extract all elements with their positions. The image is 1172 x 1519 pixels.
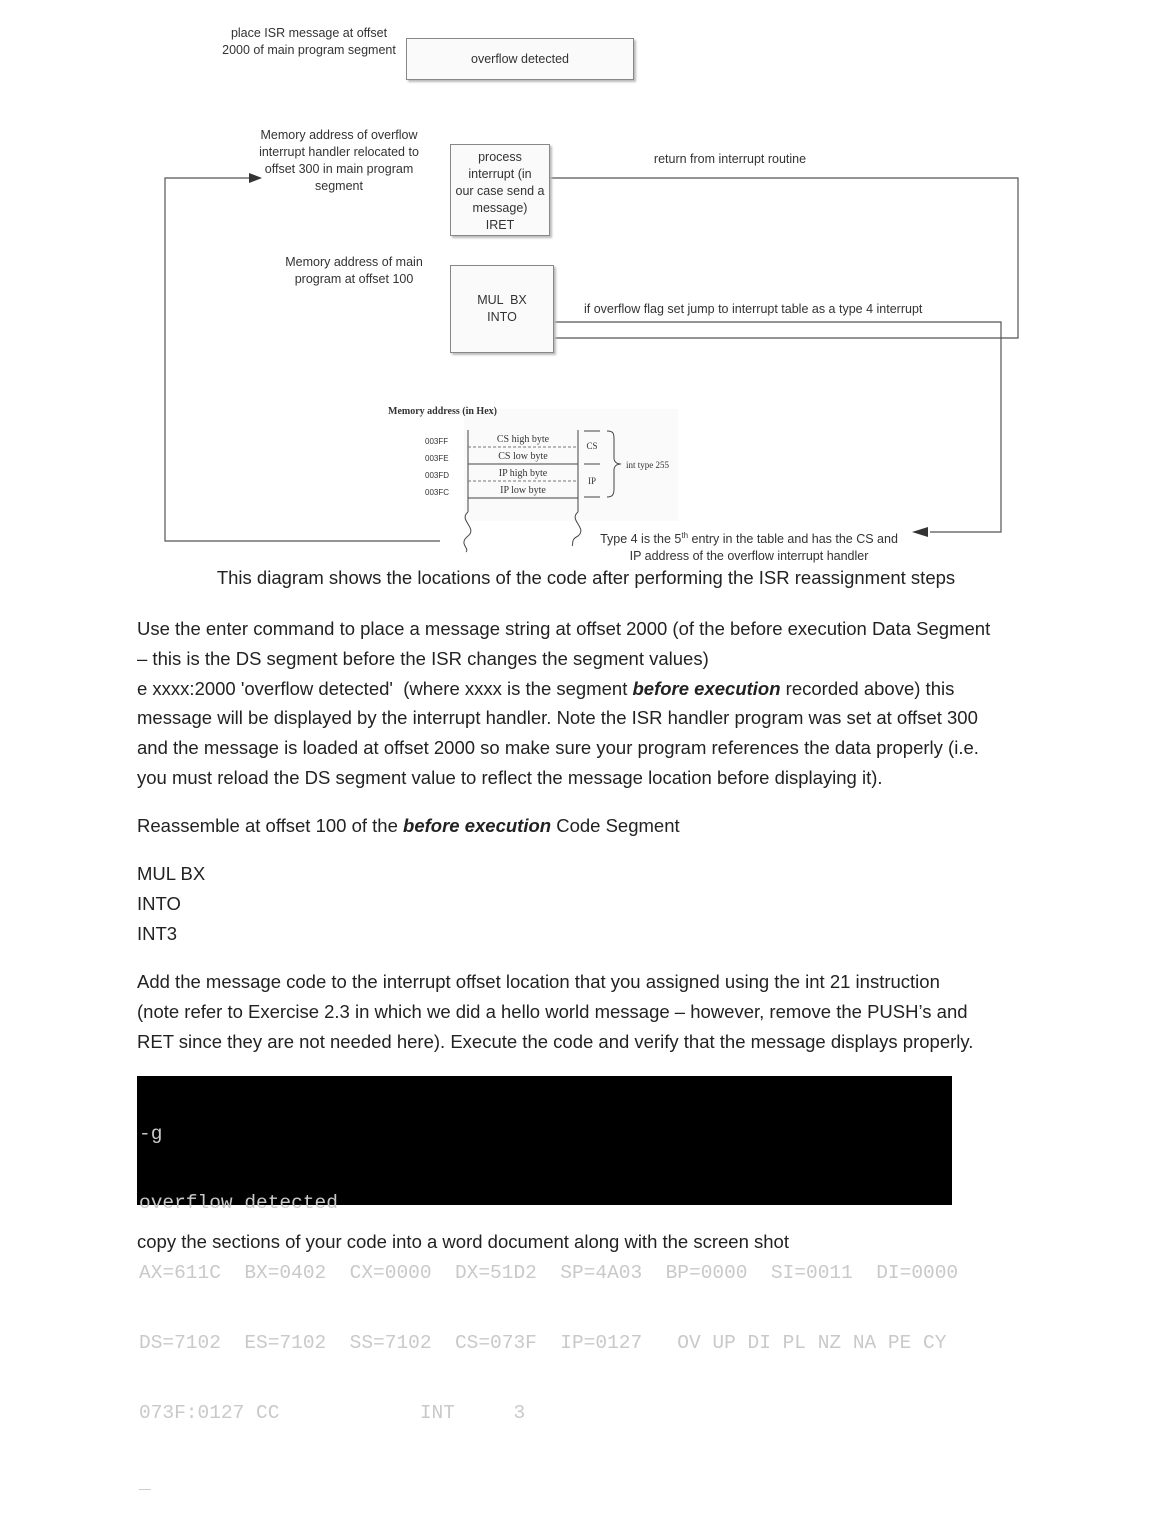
process-line: process: [478, 150, 522, 164]
process-line: our case send a: [455, 184, 545, 198]
process-interrupt-box: [450, 144, 550, 236]
isr-message-label: place ISR message at offset 2000 of main program segment: [222, 26, 396, 57]
table-title: Memory address (in Hex): [388, 406, 497, 417]
console-line: 073F:0127 CC INT 3: [139, 1402, 526, 1425]
table-address: 003FE: [425, 454, 449, 463]
table-ip-label: IP: [587, 476, 596, 486]
diagram-caption: This diagram shows the locations of the code after performing the ISR reassignment steps: [216, 567, 956, 588]
console-line: overflow detected: [139, 1192, 338, 1215]
table-int-label: int type 255: [626, 460, 669, 470]
type4-note-line1: Type 4 is the 5th entry in the table and has the CS and: [600, 531, 898, 547]
process-line: interrupt (in: [468, 167, 532, 181]
para-line: message will be displayed by the interrupt handler. Note the ISR handler program was set at offset 300: [137, 707, 978, 729]
code-line: INT3: [137, 922, 178, 944]
instructions-paragraph-1: [137, 614, 1097, 793]
instructions-paragraph-3: [137, 967, 1097, 1056]
para-line: RET since they are not needed here). Execute the code and verify that the message displays properly.: [137, 1030, 974, 1052]
table-address: 003FD: [425, 471, 450, 480]
table-cs-label: CS: [586, 441, 598, 451]
code-listing: [137, 859, 205, 948]
diagram-lines: [0, 0, 1118, 600]
console-line: AX=611C BX=0402 CX=0000 DX=51D2 SP=4A03 BP=0000 SI=0011 DI=0000: [139, 1262, 959, 1285]
table-cells: [468, 431, 578, 499]
type4-note: [584, 527, 914, 565]
main-line: INTO: [487, 310, 517, 324]
process-line: IRET: [485, 218, 515, 232]
para-line: e xxxx:2000 'overflow detected' (where xxxx is the segment before execution recorded above) this: [137, 677, 955, 699]
console-line: DS=7102 ES=7102 SS=7102 CS=073F IP=0127 OV UP DI PL NZ NA PE CY: [139, 1332, 947, 1355]
table-address: 003FF: [425, 437, 449, 446]
handler-address-label: Memory address of overflow interrupt handler relocated to offset 300 in main program segment: [259, 128, 419, 193]
table-cell: IP high byte: [498, 468, 548, 479]
main-line: MUL BX: [477, 293, 527, 307]
code-line: INTO: [137, 892, 181, 914]
para-line: Use the enter command to place a message string at offset 2000 (of the before execution Data Segment: [137, 618, 991, 639]
return-label: return from interrupt routine: [653, 152, 807, 166]
table-cell: IP low byte: [500, 485, 546, 496]
footer-instruction: copy the sections of your code into a word document along with the screen shot: [137, 1231, 789, 1252]
para-line: – this is the DS segment before the ISR changes the segment values): [137, 647, 709, 669]
overflow-jump-label: if overflow flag set jump to interrupt table as a type 4 interrupt: [584, 302, 923, 316]
para-line: and the message is loaded at offset 2000 so make sure your program references the data properly (i.e.: [137, 737, 979, 759]
code-line: MUL BX: [137, 863, 206, 884]
type4-note-line2: IP address of the overflow interrupt handler: [629, 549, 869, 564]
para-line: you must reload the DS segment value to reflect the message location before displaying it).: [137, 766, 883, 788]
para-line: (note refer to Exercise 2.3 in which we did a hello world message – however, remove the PUSH’s and: [137, 1000, 968, 1022]
left-loop-line: [165, 178, 440, 541]
console-line: _: [139, 1472, 151, 1495]
table-address: 003FC: [425, 488, 450, 497]
message-box: [406, 38, 634, 80]
table-cell: CS low byte: [498, 451, 548, 462]
overflow-jump-arrowhead: [912, 527, 928, 537]
message-box-text: overflow detected: [471, 52, 569, 66]
table-addresses: [425, 433, 449, 501]
main-program-box: [450, 265, 554, 353]
console-line: -g: [139, 1122, 163, 1145]
reassemble-paragraph: Reassemble at offset 100 of the before execution Code Segment: [137, 815, 680, 836]
para-line: Add the message code to the interrupt offset location that you assigned using the int 21 instruction: [137, 971, 940, 992]
table-cell: CS high byte: [496, 434, 550, 445]
main-address-label: Memory address of main program at offset 100: [285, 255, 423, 286]
process-line: message): [472, 201, 528, 215]
